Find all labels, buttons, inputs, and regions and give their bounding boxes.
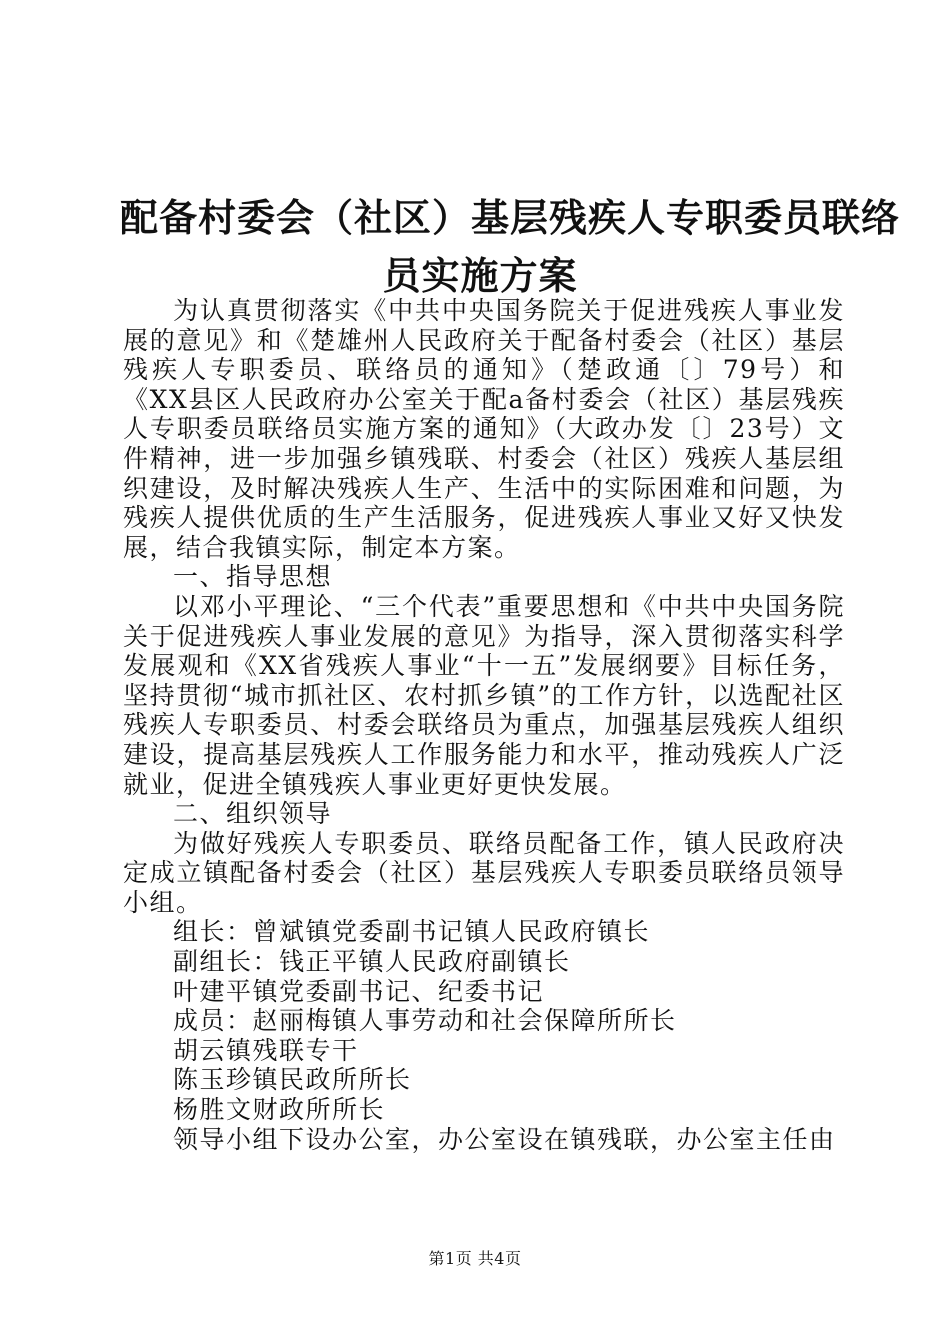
- member-line-4: 杨胜文财政所所长: [173, 1095, 386, 1125]
- intro-paragraph: 为认真贯彻落实《中共中央国务院关于促进残疾人事业发展的意见》和《楚雄州人民政府关于配备村委会（社区）基层残疾人专职委员、联络员的通知》（楚政通〔〕79号）和《XX县区人民政府办公室关于配a备村委会（社区）基层残疾人专职委员联络员实施方案的通知》（大政办发〔〕23号）文件精神，进一步加强乡镇残联、村委会（社区）残疾人基层组织建设，及时解决残疾人生产、生活中的实际困难和问题，为残疾人提供优质的生产生活服务，促进残疾人事业又好又快发展，结合我镇实际，制定本方案。: [123, 296, 845, 562]
- member-line-3: 陈玉珍镇民政所所长: [173, 1065, 412, 1095]
- section-heading-organization: 二、组织领导: [173, 799, 333, 829]
- document-title-line-2: 员实施方案: [382, 253, 578, 298]
- member-line-2: 胡云镇残联专干: [173, 1035, 359, 1065]
- office-paragraph: 领导小组下设办公室，办公室设在镇残联，办公室主任由: [173, 1124, 836, 1154]
- document-title-line-1: 配备村委会（社区）基层残疾人专职委员联络: [120, 195, 901, 240]
- deputy-leader-line: 副组长：钱正平镇人民政府副镇长: [173, 947, 571, 977]
- guiding-thought-paragraph: 以邓小平理论、“三个代表”重要思想和《中共中央国务院关于促进残疾人事业发展的意见》为指导，深入贯彻落实科学发展观和《XX省残疾人事业“十一五”发展纲要》目标任务，坚持贯彻“城市抓社区、农村抓乡镇”的工作方针，以选配社区残疾人专职委员、村委会联络员为重点，加强基层残疾人组织建设，提高基层残疾人工作服务能力和水平，推动残疾人广泛就业，促进全镇残疾人事业更好更快发展。: [123, 591, 845, 799]
- leader-line: 组长：曾斌镇党委副书记镇人民政府镇长: [173, 917, 651, 947]
- document-body: [123, 296, 845, 1154]
- deputy-leader-line-2: 叶建平镇党委副书记、纪委书记: [173, 976, 545, 1006]
- page-number-footer: 第1页 共4页: [428, 1249, 522, 1268]
- organization-paragraph: 为做好残疾人专职委员、联络员配备工作，镇人民政府决定成立镇配备村委会（社区）基层残疾人专职委员联络员领导小组。: [123, 828, 845, 917]
- section-heading-guiding-thought: 一、指导思想: [173, 562, 333, 592]
- member-line: 成员：赵丽梅镇人事劳动和社会保障所所长: [173, 1006, 677, 1036]
